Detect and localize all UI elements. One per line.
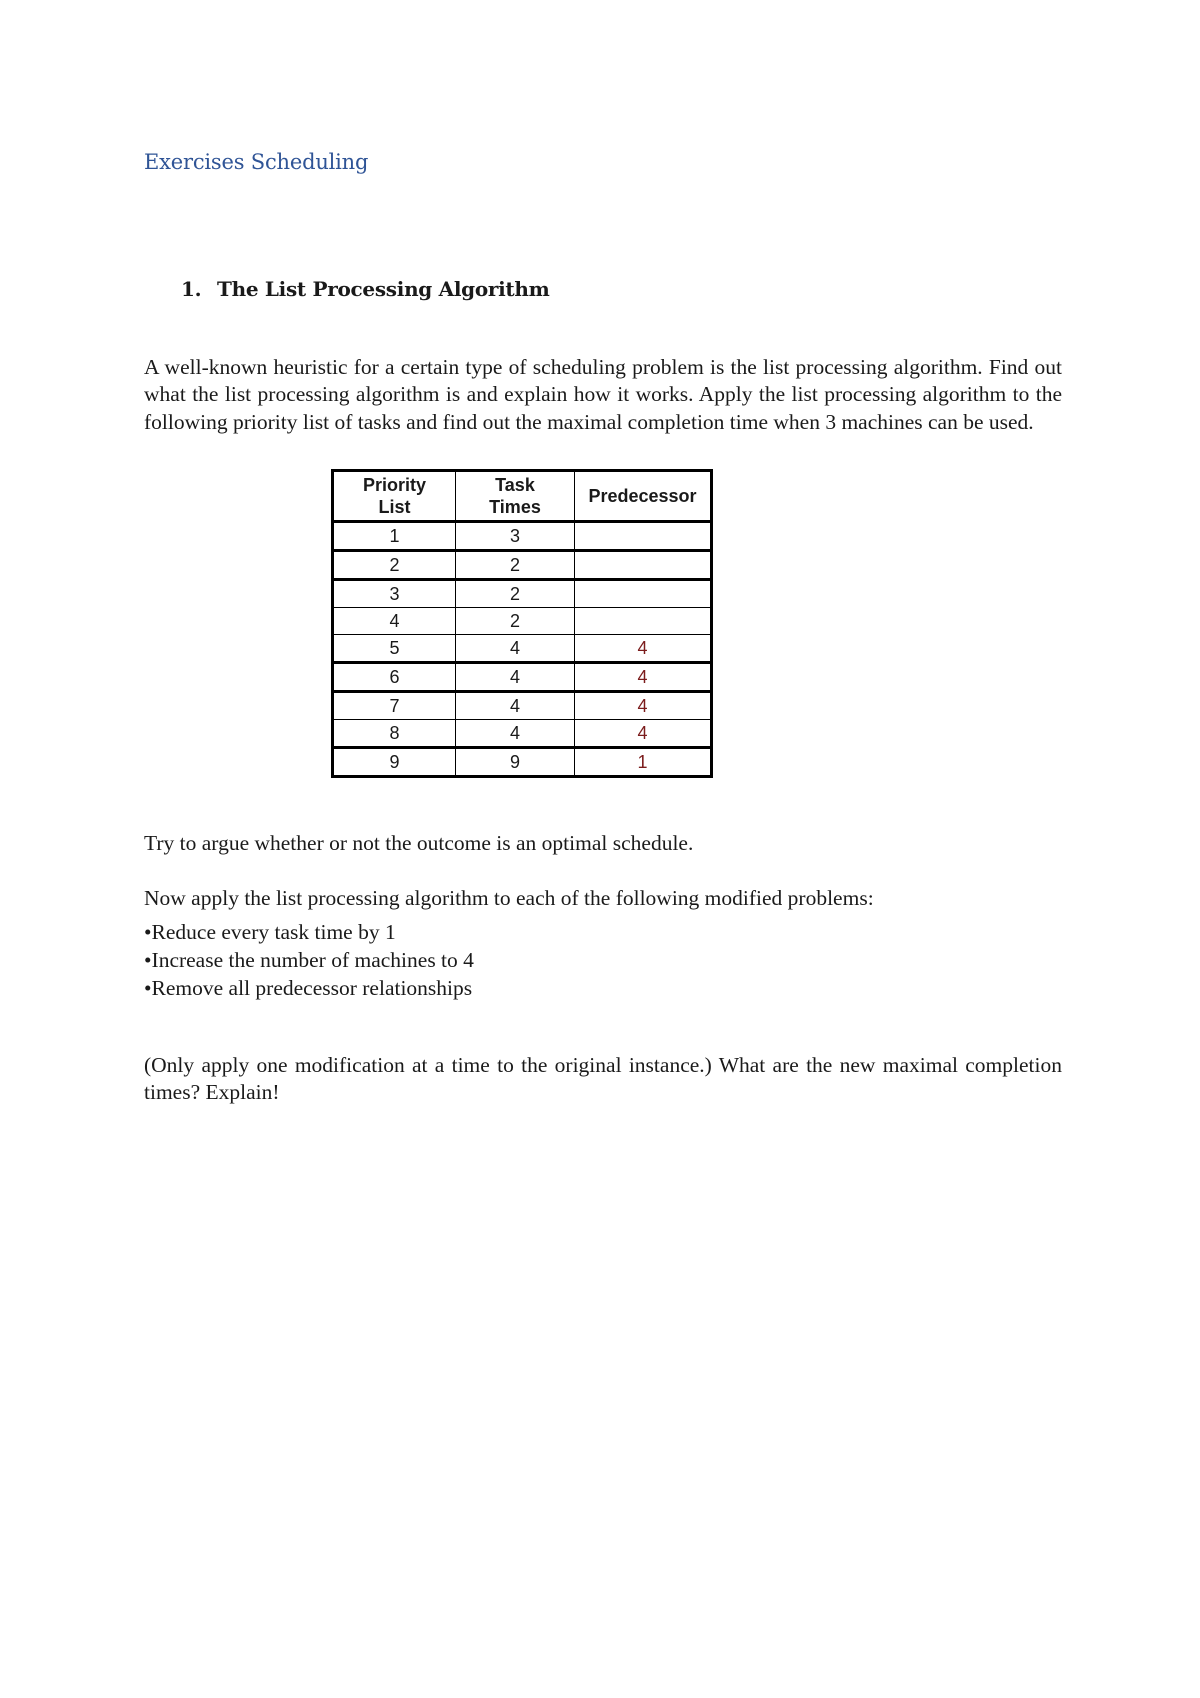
modified-problems-intro: Now apply the list processing algorithm to each of the following modified problems: bbox=[144, 885, 874, 910]
cell-time: 9 bbox=[456, 748, 575, 777]
header-priority-line2: List bbox=[378, 497, 411, 517]
optimality-question: Try to argue whether or not the outcome is an optimal schedule. bbox=[144, 830, 694, 855]
header-priority-list bbox=[333, 471, 456, 522]
cell-priority: 3 bbox=[333, 580, 456, 608]
cell-priority: 2 bbox=[333, 551, 456, 580]
cell-predecessor bbox=[575, 580, 712, 608]
cell-priority: 6 bbox=[333, 663, 456, 692]
cell-time: 2 bbox=[456, 608, 575, 635]
table-row bbox=[333, 720, 712, 748]
table-row bbox=[333, 580, 712, 608]
list-item: • Remove all predecessor relationships bbox=[144, 974, 474, 1002]
cell-time: 4 bbox=[456, 663, 575, 692]
cell-predecessor: 4 bbox=[575, 663, 712, 692]
cell-predecessor: 4 bbox=[575, 692, 712, 720]
document-title: Exercises Scheduling bbox=[144, 150, 369, 174]
header-times-line1: Task bbox=[495, 475, 535, 495]
cell-time: 2 bbox=[456, 551, 575, 580]
cell-predecessor: 4 bbox=[575, 720, 712, 748]
cell-time: 2 bbox=[456, 580, 575, 608]
closing-paragraph: (Only apply one modification at a time to the original instance.) What are the new maximal completion times? Explain! bbox=[144, 1052, 1062, 1104]
cell-predecessor bbox=[575, 522, 712, 551]
cell-time: 3 bbox=[456, 522, 575, 551]
header-times-line2: Times bbox=[489, 497, 541, 517]
list-item: • Reduce every task time by 1 bbox=[144, 918, 474, 946]
table-row bbox=[333, 635, 712, 663]
cell-priority: 1 bbox=[333, 522, 456, 551]
section-heading-text: The List Processing Algorithm bbox=[217, 277, 550, 301]
task-table bbox=[331, 469, 713, 778]
section-number: 1. bbox=[181, 277, 202, 301]
cell-predecessor bbox=[575, 608, 712, 635]
cell-time: 4 bbox=[456, 720, 575, 748]
cell-priority: 5 bbox=[333, 635, 456, 663]
table-row bbox=[333, 522, 712, 551]
header-priority-line1: Priority bbox=[362, 475, 427, 495]
table-row bbox=[333, 608, 712, 635]
cell-priority: 8 bbox=[333, 720, 456, 748]
header-task-times bbox=[456, 471, 575, 522]
cell-predecessor bbox=[575, 551, 712, 580]
modification-list bbox=[144, 918, 474, 1002]
table-row bbox=[333, 692, 712, 720]
cell-predecessor: 4 bbox=[575, 635, 712, 663]
cell-priority: 7 bbox=[333, 692, 456, 720]
cell-priority: 4 bbox=[333, 608, 456, 635]
cell-priority: 9 bbox=[333, 748, 456, 777]
list-item: • Increase the number of machines to 4 bbox=[144, 946, 474, 974]
table-row bbox=[333, 551, 712, 580]
header-predecessor: Predecessor bbox=[575, 471, 712, 522]
table-row bbox=[333, 748, 712, 777]
cell-time: 4 bbox=[456, 635, 575, 663]
section-heading bbox=[181, 277, 549, 301]
table-header-row bbox=[333, 471, 712, 522]
cell-predecessor: 1 bbox=[575, 748, 712, 777]
intro-paragraph: A well-known heuristic for a certain type of scheduling problem is the list processing algorithm. Find out what the list processing algorithm is and explain how it works. Apply the list processing algorithm to the following priority list of tasks and find out the maximal completion time when 3 machines can be used. bbox=[144, 354, 1062, 434]
cell-time: 4 bbox=[456, 692, 575, 720]
table-row bbox=[333, 663, 712, 692]
